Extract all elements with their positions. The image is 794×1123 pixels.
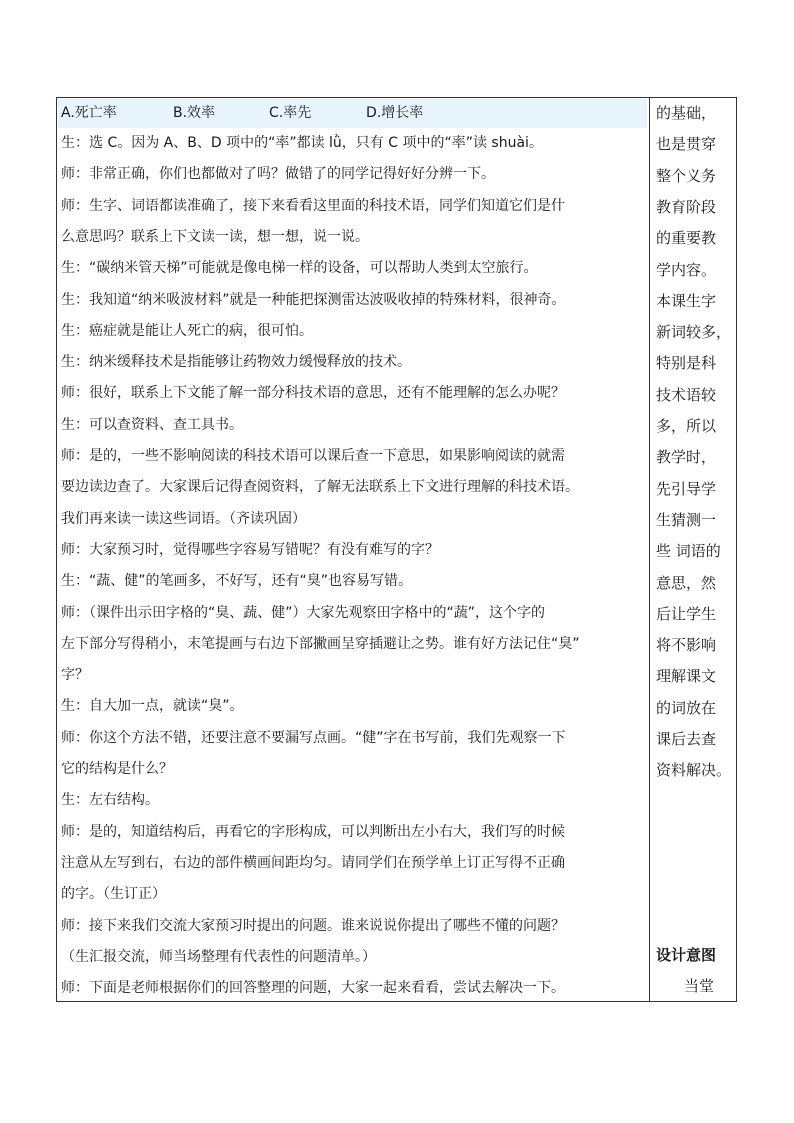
design-intent-line: 的基础， (656, 104, 717, 122)
design-intent-line: 教育阶段 (656, 197, 717, 216)
transcript-line: 生：我知道“纳米吸波材料”就是一种能把探测雷达波吸收掉的特殊材料，很神奇。 (61, 291, 566, 308)
design-intent-line: 教学时， (656, 448, 717, 467)
transcript-line: 的字。（生订正） (61, 886, 166, 903)
design-intent-line: 的词放在 (656, 698, 717, 717)
design-intent-line: 意思，然 (656, 573, 717, 592)
design-intent-line: 多，所以 (656, 417, 717, 435)
transcript-line: 注意从左写到右，右边的部件横画间距均匀。请同学们在预学单上订正写得不正确 (61, 854, 565, 871)
option-a: A.死亡率 (61, 105, 117, 121)
transcript-line: 我们再来读一读这些词语。（齐读巩固） (61, 510, 306, 527)
transcript-line: 左下部分写得稍小，末笔提画与右边下部撇画呈穿插避让之势。谁有好方法记住“臭” (61, 635, 580, 652)
design-intent-line: 整个义务 (656, 166, 717, 185)
transcript-line: 师：是的，一些不影响阅读的科技术语可以课后查一下意思，如果影响阅读的就需 (61, 448, 565, 464)
transcript-line: 师：是的，知道结构后，再看它的字形构成，可以判断出左小右大，我们写的时候 (61, 823, 565, 840)
transcript-line: 字？ (61, 667, 89, 684)
design-intent-line: 也是贯穿 (656, 135, 717, 154)
transcript-line: 生：癌症就是能让人死亡的病，很可怕。 (61, 322, 313, 339)
design-intent-heading: 设计意图 (656, 946, 717, 964)
transcript-line: 生：左右结构。 (61, 792, 159, 809)
transcript-line: 师：生字、词语都读准确了，接下来看看这里面的科技术语，同学们知道它们是什 (61, 197, 565, 214)
design-intent-column (650, 98, 736, 1001)
design-intent-line: 后让学生 (656, 604, 717, 623)
design-intent-line: 的重要教 (656, 229, 717, 248)
design-intent-line: 课后去查 (656, 730, 717, 748)
option-b: B.效率 (173, 105, 216, 121)
transcript-line: 生：纳米缓释技术是指能够让药物效力缓慢释放的技术。 (61, 354, 411, 371)
transcript-line: 生：可以查资料、查工具书。 (61, 416, 243, 433)
design-intent-line: 本课生字 (656, 291, 717, 310)
design-intent-line: 特别是科 (656, 354, 717, 373)
design-intent-line: 生猜测一 (656, 510, 717, 529)
transcript-line: 它的结构是什么？ (61, 761, 173, 777)
transcript-line: 么意思吗？联系上下文读一读，想一想，说一说。 (61, 228, 369, 245)
transcript-line: 生：“蔬、健”的笔画多，不好写，还有“臭”也容易写错。 (61, 573, 413, 590)
transcript-line: 师：你这个方法不错，还要注意不要漏写点画。“健”字在书写前，我们先观察一下 (61, 729, 566, 746)
transcript-line: 要边读边查了。大家课后记得查阅资料，了解无法联系上下文进行理解的科技术语。 (61, 479, 579, 496)
lesson-table (56, 97, 737, 1002)
transcript-line: 师：大家预习时，觉得哪些字容易写错呢？有没有难写的字？ (61, 541, 439, 558)
transcript-line: 师：很好，联系上下文能了解一部分科技术语的意思，还有不能理解的怎么办呢？ (61, 385, 565, 402)
transcript-line: 师：非常正确，你们也都做对了吗？做错了的同学记得好好分辨一下。 (61, 166, 495, 183)
transcript-line: 生：“碳纳米管天梯”可能就是像电梯一样的设备，可以帮助人类到太空旅行。 (61, 260, 538, 277)
design-intent-line: 理解课文 (656, 667, 717, 686)
design-intent-line: 技术语较 (656, 385, 717, 404)
transcript-line: （生汇报交流，师当场整理有代表性的问题清单。） (61, 948, 376, 965)
option-d: D.增长率 (366, 105, 424, 121)
transcript-line: 师：下面是老师根据你们的回答整理的问题，大家一起来看看，尝试去解决一下。 (61, 980, 565, 997)
design-intent-line: 将不影响 (656, 636, 717, 655)
design-intent-line: 学内容。 (656, 260, 717, 279)
transcript-line: 生：选 C。因为 A、B、D 项中的“率”都读 lǜ，只有 C 项中的“率”读 shuài。 (61, 135, 543, 151)
transcript-line: 师：（课件出示田字格的“臭、蔬、健”）大家先观察田字格中的“蔬”，这个字的 (61, 604, 546, 621)
design-intent-line: 资料解决。 (656, 761, 732, 780)
transcript-line: 师：接下来我们交流大家预习时提出的问题。谁来说说你提出了哪些不懂的问题？ (61, 917, 565, 934)
transcript-line: 生：自大加一点，就读“臭”。 (61, 698, 244, 715)
design-intent-line: 些 词语的 (656, 542, 721, 561)
options-row (61, 103, 423, 123)
design-intent-line: 新词较多， (656, 323, 732, 342)
design-intent-next: 当堂 (684, 977, 715, 995)
lesson-transcript-column (57, 98, 650, 1001)
option-c: C.率先 (269, 105, 312, 121)
design-intent-line: 先引导学 (656, 479, 717, 498)
